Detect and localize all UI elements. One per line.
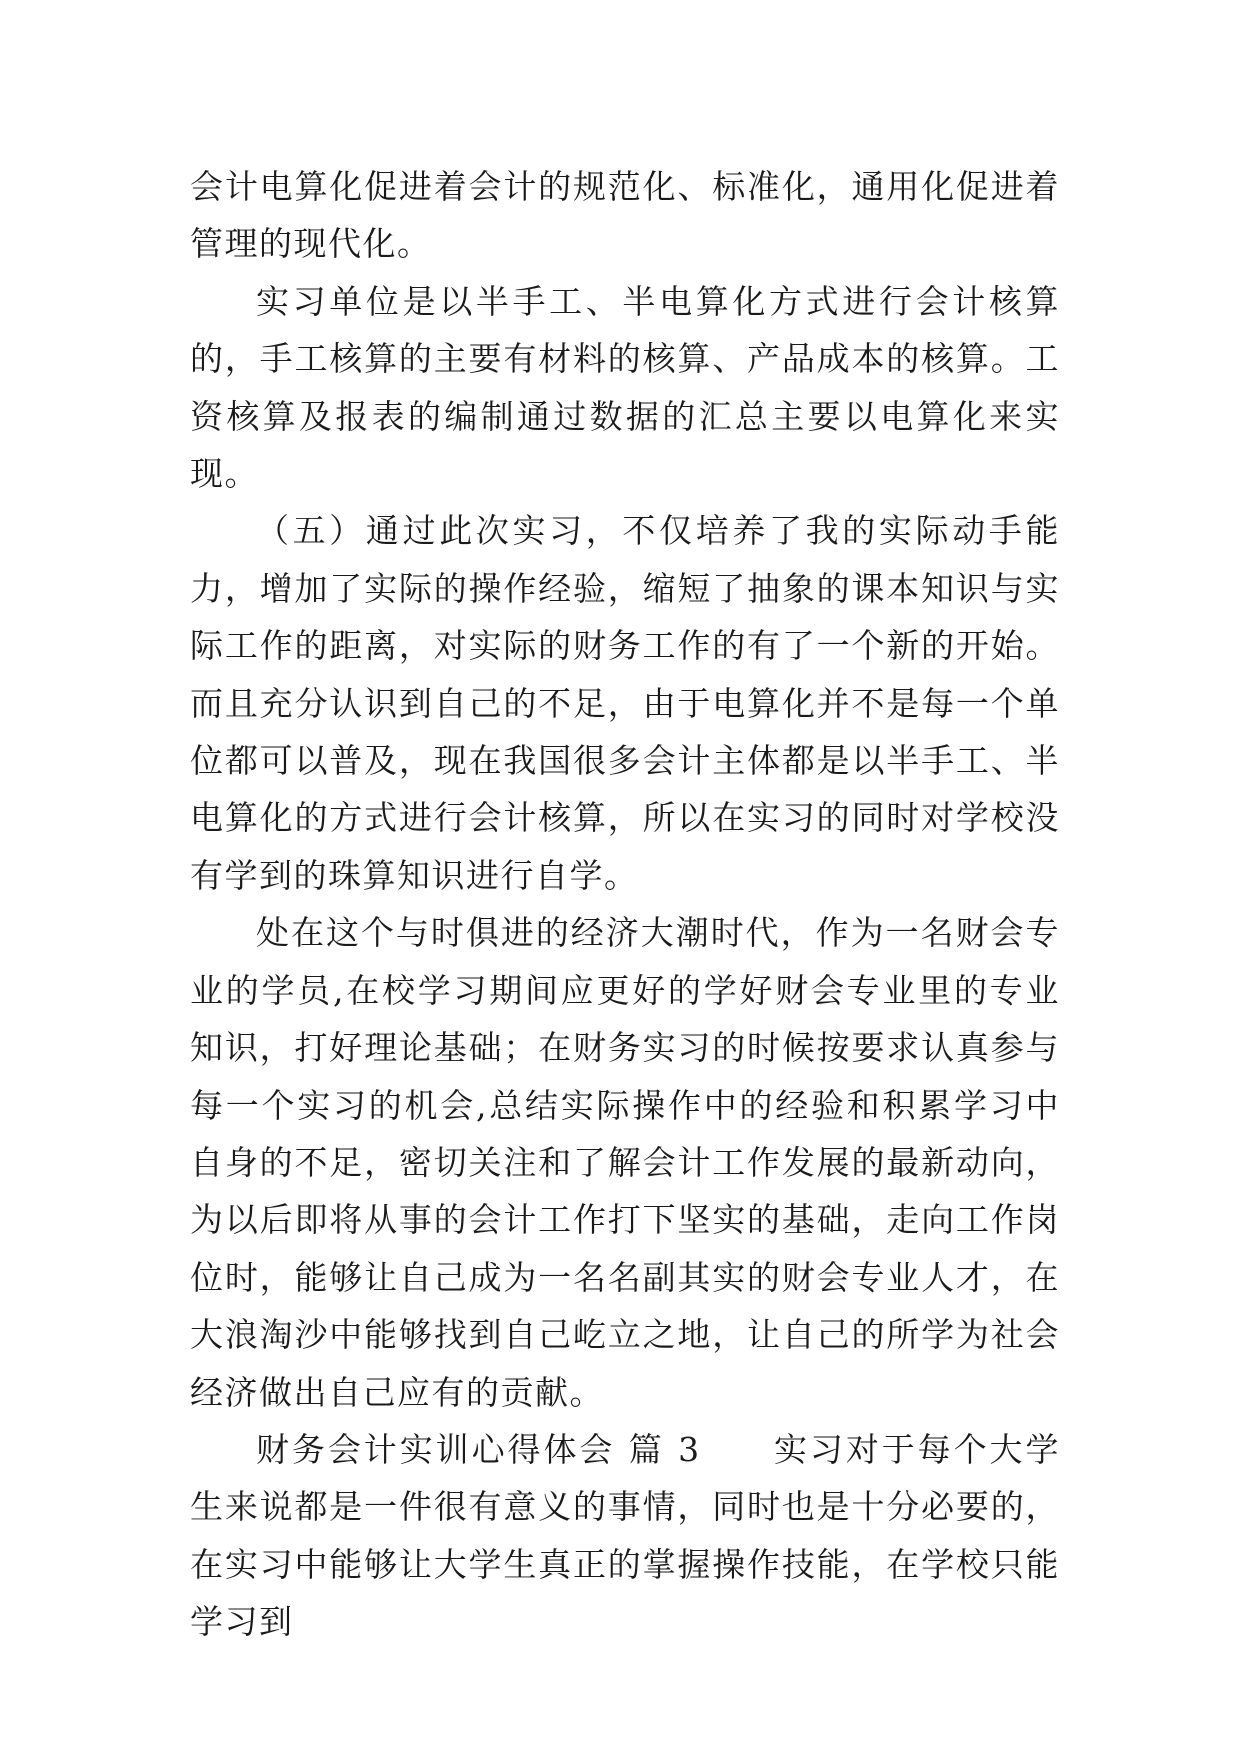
paragraph-1: 会计电算化促进着会计的规范化、标准化，通用化促进着管理的现代化。 [190,167,1060,264]
paragraph-2: 实习单位是以半手工、半电算化方式进行会计核算的，手工核算的主要有材料的核算、产品成本的核算。工资核算及报表的编制通过数据的汇总主要以电算化来实现。 [190,281,1060,494]
paragraph-4: 处在这个与时俱进的经济大潮时代，作为一名财会专业的学员,在校学习期间应更好的学好财会专业里的专业知识，打好理论基础；在财务实习的时候按要求认真参与每一个实习的机会,总结实际操作中的经验和积累学习中自身的不足，密切关注和了解会计工作发展的最新动向，为以后即将从事的会计工作打下坚实的基础，走向工作岗位时，能够让自己成为一名名副其实的财会专业人才，在大浪淘沙中能够找到自己屹立之地，让自己的所学为社会经济做出自己应有的贡献。 [190,913,1060,1412]
paragraph-3: （五）通过此次实习，不仅培养了我的实际动手能力，增加了实际的操作经验，缩短了抽象的课本知识与实际工作的距离，对实际的财务工作的有了一个新的开始。而且充分认识到自己的不足，由于电算化并不是每一个单位都可以普及，现在我国很多会计主体都是以半手工、半电算化的方式进行会计核算，所以在实习的同时对学校没有学到的珠算知识进行自学。 [190,511,1060,895]
paragraph-5-section-heading: 财务会计实训心得体会 篇 3 实习对于每个大学生来说都是一件很有意义的事情，同时也是十分必要的，在实习中能够让大学生真正的掌握操作技能，在学校只能学习到 [190,1429,1060,1642]
document-body [190,158,1060,1651]
